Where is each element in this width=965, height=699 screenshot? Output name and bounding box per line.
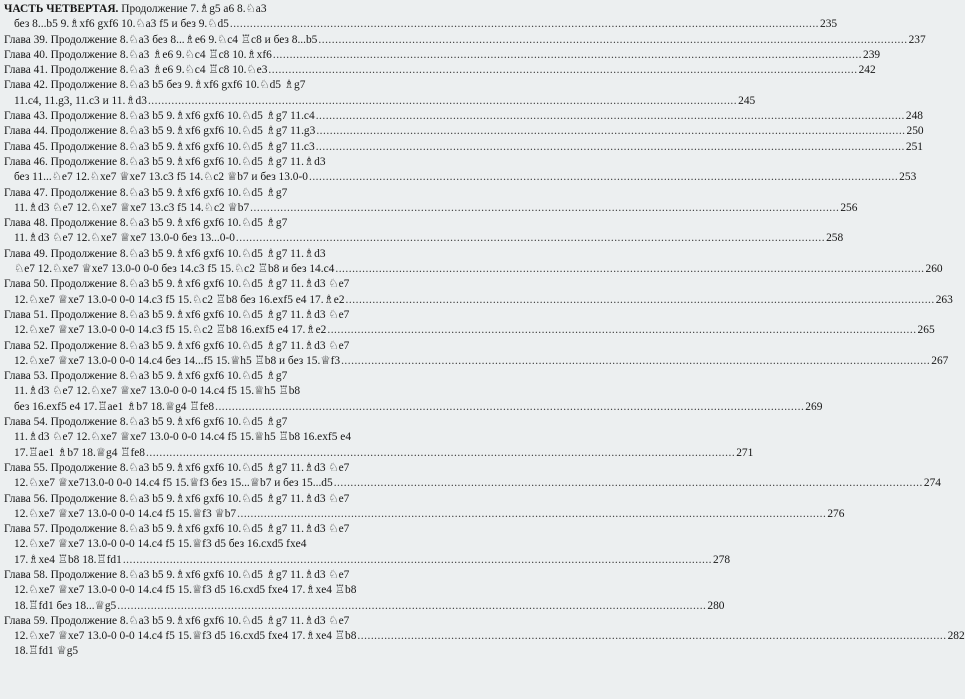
- toc-entry-text: [14, 400, 214, 415]
- toc-entry-body: Глава 51. Продолжение 8.♘a3 b5 9.♗xf6 gxf6 10.♘d5 ♗g7 11.♗d3 ♘e7: [4, 308, 350, 321]
- page-number: 260: [925, 263, 943, 276]
- page-number: 265: [917, 324, 935, 337]
- page-number: 253: [899, 171, 917, 184]
- toc-entry-text: [4, 492, 349, 507]
- dot-leader: [316, 140, 905, 155]
- page-number: 280: [707, 599, 725, 612]
- toc-entry-body: 12.♘xe7 ♕xe7 13.0-0 0-0 14.c4 f5 15.♕f3 d5 16.cxd5 fxe4 17.♗xe4 ♖b8: [14, 584, 357, 597]
- toc-entry-body: Глава 40. Продолжение 8.♘a3 ♗e6 9.♘c4 ♖c8 10.♗xf6: [4, 48, 272, 61]
- toc-entry-body: Глава 59. Продолжение 8.♘a3 b5 9.♗xf6 gxf6 10.♘d5 ♗g7 11.♗d3 ♘e7: [4, 614, 350, 627]
- page-number: 250: [906, 125, 924, 138]
- toc-entry: [4, 400, 823, 415]
- toc-entry: [4, 140, 923, 155]
- toc-entry-body: 12.♘xe7 ♕xe7 13.0-0 0-0 14.c4 f5 15.♕f3 d5 16.cxd5 fxe4 17.♗xe4 ♖b8: [14, 630, 357, 643]
- toc-entry-text: [4, 247, 326, 262]
- page-number: 235: [820, 18, 838, 31]
- page-number: 245: [738, 94, 756, 107]
- dot-leader: [341, 354, 930, 369]
- dot-leader: [236, 231, 825, 246]
- toc-entry-body: Глава 52. Продолжение 8.♘a3 b5 9.♗xf6 gxf6 10.♘d5 ♗g7 11.♗d3 ♘e7: [4, 339, 350, 352]
- page-number: 267: [931, 354, 949, 367]
- toc-entry: [4, 446, 754, 461]
- toc-entry-text: [4, 461, 349, 476]
- toc-entry: [4, 629, 965, 644]
- toc-entry-body: Глава 46. Продолжение 8.♘a3 b5 9.♗xf6 gxf6 10.♘d5 ♗g7 11.♗d3: [4, 155, 326, 168]
- page-number: 251: [905, 140, 923, 153]
- toc-entry-body: 17.♗xe4 ♖b8 18.♖fd1: [14, 553, 122, 566]
- toc-entry-body: Глава 44. Продолжение 8.♘a3 b5 9.♗xf6 gxf6 10.♘d5 ♗g7 11.g3: [4, 125, 316, 138]
- toc-entry-text: [4, 2, 267, 17]
- toc-entry: [4, 354, 949, 369]
- toc-entry: [4, 94, 756, 109]
- toc-entry-body: Глава 45. Продолжение 8.♘a3 b5 9.♗xf6 gxf6 10.♘d5 ♗g7 11.c3: [4, 140, 315, 153]
- toc-entry-text: [14, 170, 308, 185]
- toc-entry: [4, 522, 467, 537]
- toc-entry: [4, 17, 838, 32]
- page-number: 271: [736, 446, 754, 459]
- toc-entry-text: [14, 644, 78, 659]
- toc-entry-body: 11.♗d3 ♘e7 12.♘xe7 ♕xe7 13.c3 f5 14.♘c2 ♕b7: [14, 201, 250, 214]
- toc-entry: [4, 568, 467, 583]
- toc-entry-text: [4, 33, 317, 48]
- toc-entry-body: Глава 53. Продолжение 8.♘a3 b5 9.♗xf6 gxf6 10.♘d5 ♗g7: [4, 370, 288, 383]
- dot-leader: [250, 201, 839, 216]
- dot-leader: [316, 124, 905, 139]
- page-number: 237: [908, 33, 926, 46]
- toc-entry-text: [4, 48, 272, 63]
- toc-entry: [4, 492, 467, 507]
- toc-entry-text: [4, 186, 287, 201]
- toc-entry: [4, 277, 467, 292]
- toc-entry-text: [4, 522, 349, 537]
- toc-entry-body: 11.♗d3 ♘e7 12.♘xe7 ♕xe7 13.0-0 0-0 14.c4 f5 15.♕h5 ♖b8 16.exf5 e4: [14, 431, 352, 444]
- toc-entry: [4, 415, 467, 430]
- toc-entry: [4, 48, 881, 63]
- toc-entry-text: [14, 293, 345, 308]
- toc-entry: [4, 170, 917, 185]
- dot-leader: [230, 17, 819, 32]
- toc-entry-body: без 16.exf5 e4 17.♖ae1 ♗b7 18.♕g4 ♖fe8: [14, 400, 215, 413]
- toc-entry-body: 12.♘xe7 ♕xe713.0-0 0-0 14.c4 f5 15.♕f3 без 15...♕b7 и без 15...d5: [14, 477, 333, 490]
- toc-entry-body: Продолжение 7.♗g5 a6 8.♘a3: [118, 3, 267, 15]
- toc-entry: [4, 155, 467, 170]
- toc-entry-text: [4, 155, 326, 170]
- toc-entry: [4, 323, 935, 338]
- toc-entry: [4, 231, 844, 246]
- toc-entry: [4, 308, 467, 323]
- page-number: 276: [827, 507, 845, 520]
- page-number: 239: [863, 48, 881, 61]
- toc-entry-text: [4, 140, 315, 155]
- toc-entry: [4, 507, 845, 522]
- page-number: 282: [947, 630, 965, 643]
- toc-entry-body: 11.c4, 11.g3, 11.c3 и 11.♗d3: [14, 94, 147, 107]
- toc-entry-body: Глава 42. Продолжение 8.♘a3 b5 без 9.♗xf6 gxf6 10.♘d5 ♗g7: [4, 79, 306, 92]
- toc-entry-body: Глава 43. Продолжение 8.♘a3 b5 9.♗xf6 gxf6 10.♘d5 ♗g7 11.c4: [4, 110, 315, 123]
- toc-entry: [4, 262, 943, 277]
- toc-entry-text: [14, 94, 147, 109]
- dot-leader: [148, 94, 737, 109]
- page-number: 248: [905, 110, 923, 123]
- toc-entry-text: [14, 231, 235, 246]
- toc-entry: [4, 430, 467, 445]
- toc-entry-body: Глава 39. Продолжение 8.♘a3 без 8...♗e6 9.♘c4 ♖c8 и без 8...b5: [4, 33, 318, 46]
- toc-entry-text: [14, 262, 334, 277]
- toc-entry-body: 12.♘xe7 ♕xe7 13.0-0 0-0 14.c3 f5 15.♘c2 ♖b8 16.exf5 e4 17.♗e2: [14, 324, 327, 337]
- toc-entry-text: [14, 446, 145, 461]
- toc-entry: [4, 63, 876, 78]
- toc-entry-text: [4, 339, 349, 354]
- toc-entry: [4, 124, 924, 139]
- toc-entry-text: [4, 216, 287, 231]
- toc-entry: [4, 109, 923, 124]
- toc-entry-text: [4, 277, 349, 292]
- toc-entry: [4, 384, 467, 399]
- dot-leader: [237, 507, 826, 522]
- toc-entry-text: [14, 354, 340, 369]
- toc-entry-text: [4, 124, 315, 139]
- page-number: 274: [923, 477, 941, 490]
- toc-entry-body: без 8...b5 9.♗xf6 gxf6 10.♘a3 f5 и без 9.♘d5: [14, 18, 229, 31]
- toc-entry-text: [14, 201, 249, 216]
- toc-entry: [4, 339, 467, 354]
- toc-entry-body: Глава 55. Продолжение 8.♘a3 b5 9.♗xf6 gxf6 10.♘d5 ♗g7 11.♗d3 ♘e7: [4, 461, 350, 474]
- toc-entry: [4, 247, 467, 262]
- dot-leader: [327, 323, 916, 338]
- toc-entry-body: 11.♗d3 ♘e7 12.♘xe7 ♕xe7 13.0-0 0-0 14.c4 f5 15.♕h5 ♖b8: [14, 385, 301, 398]
- toc-entry-body: 18.♖fd1 без 18...♕g5: [14, 599, 117, 612]
- dot-leader: [268, 63, 857, 78]
- toc-entry-body: 18.♖fd1 ♕g5: [14, 645, 79, 658]
- dot-leader: [357, 629, 946, 644]
- dot-leader: [215, 400, 804, 415]
- toc-entry: [4, 201, 858, 216]
- toc-entry-text: [14, 583, 356, 598]
- page-number: 269: [805, 400, 823, 413]
- toc-entry-text: [4, 63, 267, 78]
- toc-entry-body: Глава 49. Продолжение 8.♘a3 b5 9.♗xf6 gxf6 10.♘d5 ♗g7 11.♗d3: [4, 247, 326, 260]
- toc-entry-text: [4, 308, 349, 323]
- page-number: 258: [826, 232, 844, 245]
- toc-entry-body: без 11...♘e7 12.♘xe7 ♕xe7 13.c3 f5 14.♘c2 ♕b7 и без 13.0-0: [14, 171, 308, 184]
- toc-entry: [4, 186, 467, 201]
- toc-entry-body: Глава 56. Продолжение 8.♘a3 b5 9.♗xf6 gxf6 10.♘d5 ♗g7 11.♗d3 ♘e7: [4, 492, 350, 505]
- dot-leader: [146, 446, 735, 461]
- dot-leader: [346, 293, 935, 308]
- toc-entry-body: Глава 47. Продолжение 8.♘a3 b5 9.♗xf6 gxf6 10.♘d5 ♗g7: [4, 186, 288, 199]
- toc-entry-text: [4, 614, 349, 629]
- toc-entry-text: [14, 507, 236, 522]
- toc-entry: [4, 2, 467, 17]
- toc-entry-body: 17.♖ae1 ♗b7 18.♕g4 ♖fe8: [14, 446, 145, 459]
- dot-leader: [309, 170, 898, 185]
- toc-entry: [4, 537, 467, 552]
- page-number: 256: [840, 201, 858, 214]
- toc-entry-body: Глава 58. Продолжение 8.♘a3 b5 9.♗xf6 gxf6 10.♘d5 ♗g7 11.♗d3 ♘e7: [4, 568, 350, 581]
- toc-entry: [4, 599, 725, 614]
- dot-leader: [335, 262, 924, 277]
- toc-entry-body: Глава 48. Продолжение 8.♘a3 b5 9.♗xf6 gxf6 10.♘d5 ♗g7: [4, 217, 288, 230]
- toc-entry-text: [4, 78, 305, 93]
- dot-leader: [123, 553, 712, 568]
- toc-entry: [4, 644, 467, 659]
- toc-entry-text: [14, 323, 326, 338]
- toc-entry-text: [14, 17, 229, 32]
- page-number: 278: [713, 553, 731, 566]
- toc-entry-text: [14, 476, 333, 491]
- toc-entry-body: 12.♘xe7 ♕xe7 13.0-0 0-0 14.c4 без 14...f5 15.♕h5 ♖b8 и без 15.♕f3: [14, 354, 341, 367]
- toc-entry-text: [14, 629, 356, 644]
- toc-entry-text: [4, 415, 287, 430]
- toc-entry-text: [14, 430, 351, 445]
- toc-entry: [4, 78, 467, 93]
- toc-entry: [4, 553, 731, 568]
- toc-entry: [4, 461, 467, 476]
- dot-leader: [117, 599, 706, 614]
- toc-entry: [4, 614, 467, 629]
- toc-entry-body: ♘e7 12.♘xe7 ♕xe7 13.0-0 0-0 без 14.c3 f5 15.♘c2 ♖b8 и без 14.c4: [14, 263, 335, 276]
- toc-entry-body: 12.♘xe7 ♕xe7 13.0-0 0-0 14.c4 f5 15.♕f3 d5 без 16.cxd5 fxe4: [14, 538, 307, 551]
- toc-entry: [4, 369, 467, 384]
- toc-entry-text: [4, 109, 315, 124]
- toc-entry-text: [14, 537, 306, 552]
- toc-entry-body: Глава 54. Продолжение 8.♘a3 b5 9.♗xf6 gxf6 10.♘d5 ♗g7: [4, 416, 288, 429]
- toc-entry-text: [14, 553, 122, 568]
- toc-entry-body: Глава 57. Продолжение 8.♘a3 b5 9.♗xf6 gxf6 10.♘d5 ♗g7 11.♗d3 ♘e7: [4, 523, 350, 536]
- toc-entry: [4, 293, 953, 308]
- page-number: 242: [858, 64, 876, 77]
- toc-entry-body: Глава 50. Продолжение 8.♘a3 b5 9.♗xf6 gxf6 10.♘d5 ♗g7 11.♗d3 ♘e7: [4, 278, 350, 291]
- toc-entry: [4, 216, 467, 231]
- toc-entry-body: 11.♗d3 ♘e7 12.♘xe7 ♕xe7 13.0-0 без 13...0-0: [14, 232, 235, 245]
- dot-leader: [334, 476, 923, 491]
- toc-entry-text: [4, 369, 287, 384]
- toc-entry-body: 12.♘xe7 ♕xe7 13.0-0 0-0 14.c3 f5 15.♘c2 ♖b8 без 16.exf5 e4 17.♗e2: [14, 293, 345, 306]
- toc-entry-text: [14, 599, 116, 614]
- part-heading: ЧАСТЬ ЧЕТВЕРТАЯ.: [4, 3, 119, 15]
- toc-entry: [4, 583, 467, 598]
- toc-entry: [4, 476, 941, 491]
- toc-entry-text: [4, 568, 349, 583]
- toc-entry: [4, 33, 926, 48]
- toc-entry-text: [14, 384, 300, 399]
- dot-leader: [318, 33, 907, 48]
- dot-leader: [316, 109, 905, 124]
- page-number: 263: [935, 293, 953, 306]
- toc-entry-body: 12.♘xe7 ♕xe7 13.0-0 0-0 14.c4 f5 15.♕f3 ♕b7: [14, 507, 237, 520]
- dot-leader: [273, 48, 862, 63]
- toc-entry-body: Глава 41. Продолжение 8.♘a3 ♗e6 9.♘c4 ♖c8 10.♘e3: [4, 64, 268, 77]
